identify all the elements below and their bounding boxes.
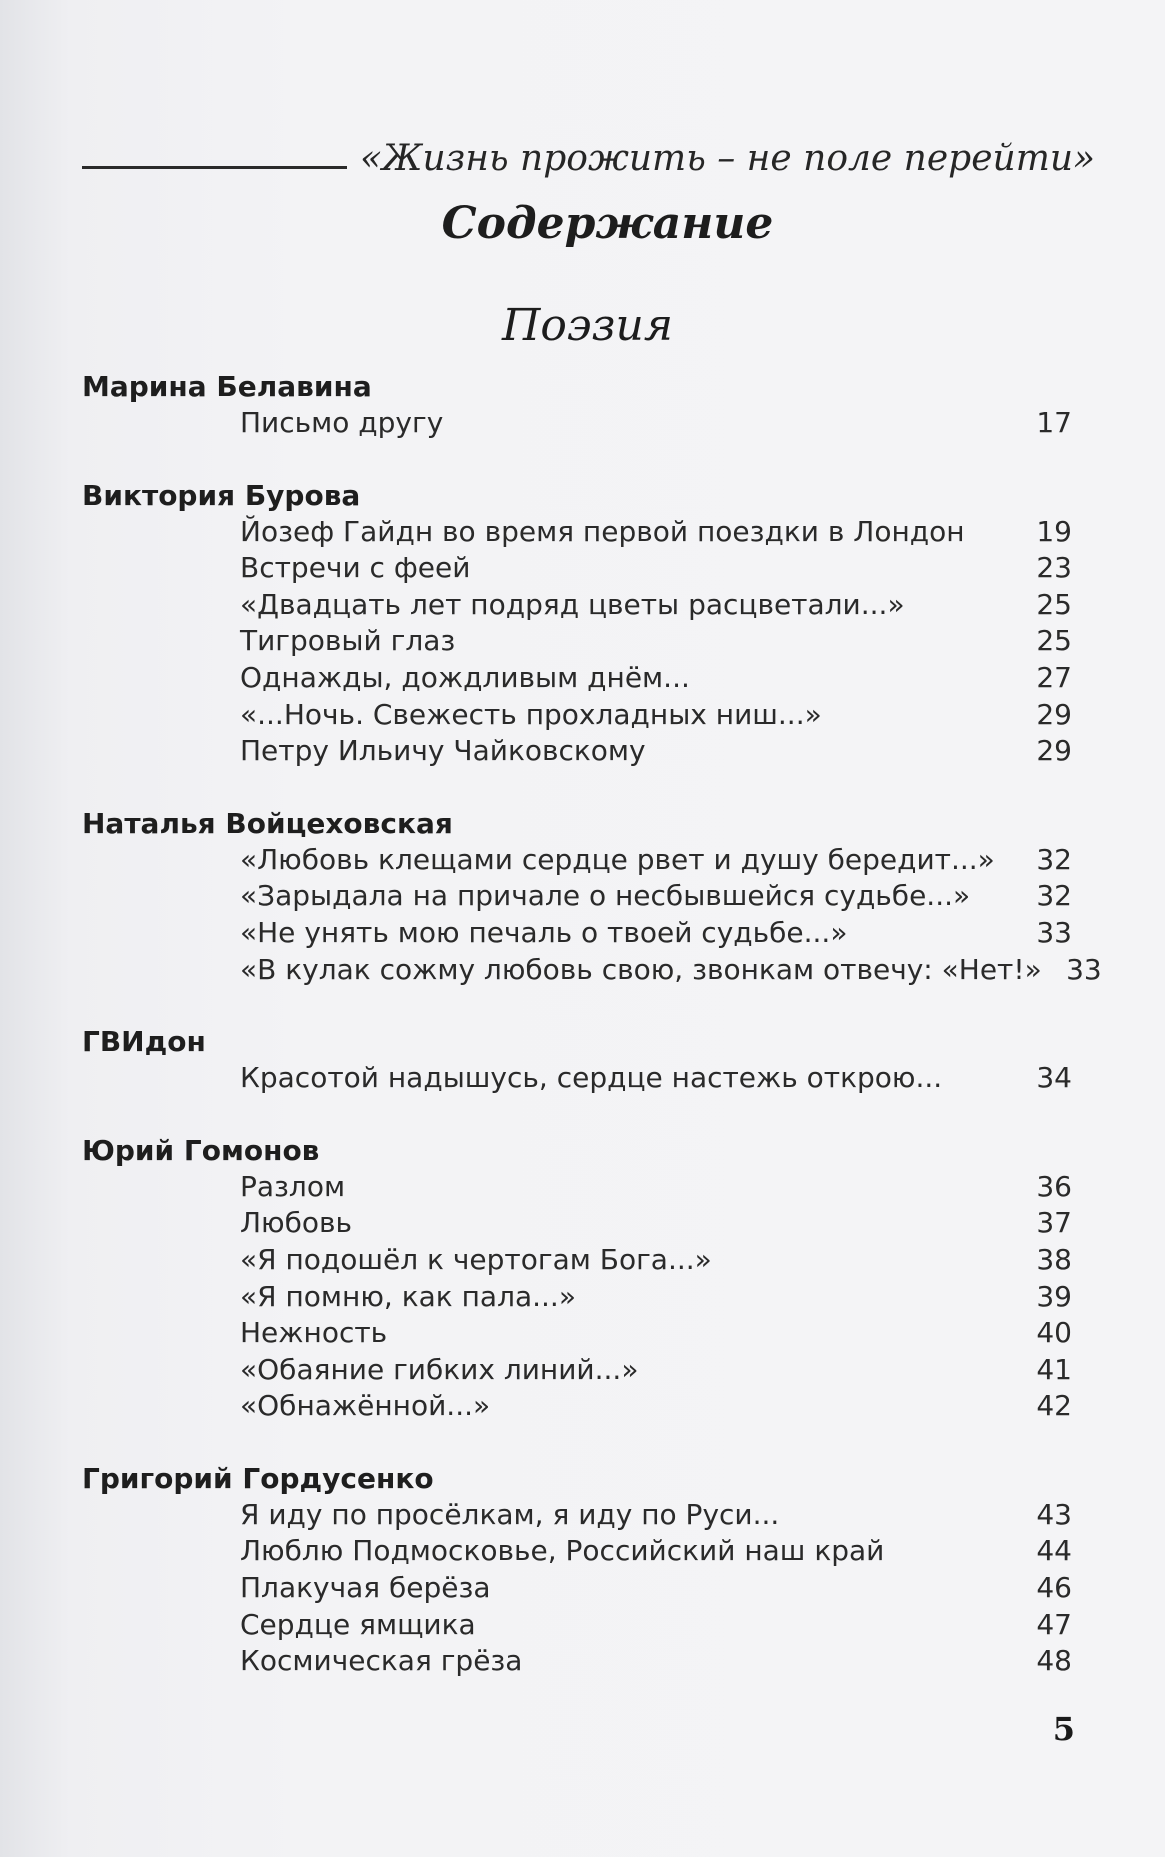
toc-entry[interactable] [82, 550, 1072, 587]
entry-title: Письмо другу [240, 406, 444, 439]
section-gap [82, 1097, 1072, 1132]
toc-entry[interactable] [82, 1205, 1072, 1242]
entry-title: «В кулак сожму любовь свою, звонкам отвечу: «Нет!» [240, 952, 1042, 986]
entry-page-number: 42 [1036, 1389, 1072, 1423]
toc-entry[interactable] [82, 1643, 1072, 1680]
entry-title: «Двадцать лет подряд цветы расцветали...» [240, 587, 905, 621]
author-block [82, 1023, 1072, 1097]
entry-page-number: 34 [1036, 1061, 1072, 1095]
toc-entry[interactable] [82, 915, 1072, 952]
entry-title: «Зарыдала на причале о несбывшейся судьбе...» [240, 879, 971, 913]
entry-page-number: 29 [1036, 697, 1072, 731]
author-name: Наталья Войцеховская [82, 806, 453, 840]
section-gap [82, 770, 1072, 805]
page-number: 5 [1052, 1710, 1075, 1748]
toc-entry[interactable] [82, 1497, 1072, 1534]
toc-entry[interactable] [82, 1388, 1072, 1425]
toc-entry[interactable] [82, 1533, 1072, 1570]
author-name: Юрий Гомонов [82, 1133, 320, 1167]
entry-page-number: 32 [1036, 842, 1072, 876]
entry-title: Любовь [240, 1206, 353, 1240]
author-block [82, 368, 1072, 442]
toc-entry[interactable] [82, 1315, 1072, 1352]
author-block [82, 1460, 1072, 1680]
toc-entry[interactable] [82, 1279, 1072, 1316]
entry-title: Космическая грёза [240, 1644, 523, 1678]
toc-entry[interactable] [82, 952, 1102, 989]
entry-title: Я иду по просёлкам, я иду по Руси... [240, 1497, 780, 1531]
entry-title: «Я помню, как пала...» [240, 1279, 576, 1313]
entry-page-number: 41 [1036, 1352, 1072, 1386]
entry-title: Сердце ямщика [240, 1607, 476, 1641]
toc-entry[interactable] [82, 1352, 1072, 1389]
toc-entry[interactable] [82, 1607, 1072, 1644]
author-name: Виктория Бурова [82, 478, 361, 512]
entry-page-number: 33 [1066, 952, 1102, 986]
entry-page-number: 23 [1036, 551, 1072, 585]
toc-entry[interactable] [82, 733, 1072, 770]
toc-entry[interactable] [82, 514, 1072, 551]
entry-title: Йозеф Гайдн во время первой поездки в Лондон [240, 514, 965, 548]
entry-page-number: 43 [1036, 1497, 1072, 1531]
entry-page-number: 25 [1036, 624, 1072, 658]
running-title: «Жизнь прожить – не поле перейти» [360, 138, 1096, 179]
toc-entry[interactable] [82, 1242, 1072, 1279]
author-name: Григорий Гордусенко [82, 1461, 434, 1495]
author-block [82, 1132, 1072, 1425]
entry-title: «Я подошёл к чертогам Бога...» [240, 1242, 712, 1276]
entry-page-number: 38 [1036, 1242, 1072, 1276]
entry-title: Разлом [240, 1169, 346, 1203]
entry-title: Красотой надышусь, сердце настежь открою... [240, 1061, 943, 1095]
entry-title: Встречи с феей [240, 551, 471, 585]
entry-page-number: 19 [1036, 514, 1072, 548]
entry-page-number: 36 [1036, 1169, 1072, 1203]
toc-entry[interactable] [82, 405, 1072, 442]
toc-entry[interactable] [82, 842, 1072, 879]
section-gap [82, 1425, 1072, 1460]
toc-entry[interactable] [82, 1570, 1072, 1607]
entry-page-number: 47 [1036, 1607, 1072, 1641]
entry-page-number: 25 [1036, 587, 1072, 621]
author-name: Марина Белавина [82, 370, 372, 403]
entry-title: Тигровый глаз [240, 624, 456, 658]
entry-title: «...Ночь. Свежесть прохладных ниш...» [240, 697, 822, 731]
entry-title: «Обаяние гибких линий...» [240, 1352, 639, 1386]
toc-entry[interactable] [82, 623, 1072, 660]
entry-page-number: 44 [1036, 1534, 1072, 1568]
entry-page-number: 48 [1036, 1644, 1072, 1678]
entry-page-number: 37 [1036, 1206, 1072, 1240]
entry-title: Нежность [240, 1316, 388, 1350]
entry-title: «Обнажённой...» [240, 1389, 491, 1423]
toc-entry[interactable] [82, 878, 1072, 915]
toc-entry[interactable] [82, 1169, 1072, 1206]
entry-title: «Любовь клещами сердце рвет и душу бередит...» [240, 842, 995, 876]
entry-page-number: 46 [1036, 1571, 1072, 1605]
entry-title: «Не унять мою печаль о твоей судьбе...» [240, 915, 848, 949]
toc-entry[interactable] [82, 1060, 1072, 1097]
entry-page-number: 40 [1036, 1316, 1072, 1350]
header-rule [82, 166, 347, 169]
entry-page-number: 17 [1036, 406, 1072, 439]
entry-page-number: 39 [1036, 1279, 1072, 1313]
section-heading: Поэзия [502, 300, 673, 351]
toc-entry[interactable] [82, 660, 1072, 697]
entry-title: Плакучая берёза [240, 1571, 491, 1605]
entry-title: Однажды, дождливым днём... [240, 660, 690, 694]
section-gap [82, 988, 1072, 1023]
table-of-contents [82, 368, 1102, 1680]
entry-page-number: 29 [1036, 734, 1072, 768]
entry-page-number: 33 [1036, 915, 1072, 949]
toc-entry[interactable] [82, 697, 1072, 734]
author-name: ГВИдон [82, 1025, 206, 1059]
section-gap [82, 442, 1072, 477]
entry-title: Петру Ильичу Чайковскому [240, 734, 646, 768]
toc-entry[interactable] [82, 587, 1072, 624]
author-block [82, 805, 1102, 988]
entry-page-number: 27 [1036, 660, 1072, 694]
entry-title: Люблю Подмосковье, Российский наш край [240, 1534, 885, 1568]
entry-page-number: 32 [1036, 879, 1072, 913]
author-block [82, 477, 1072, 770]
toc-heading: Содержание [441, 198, 774, 249]
